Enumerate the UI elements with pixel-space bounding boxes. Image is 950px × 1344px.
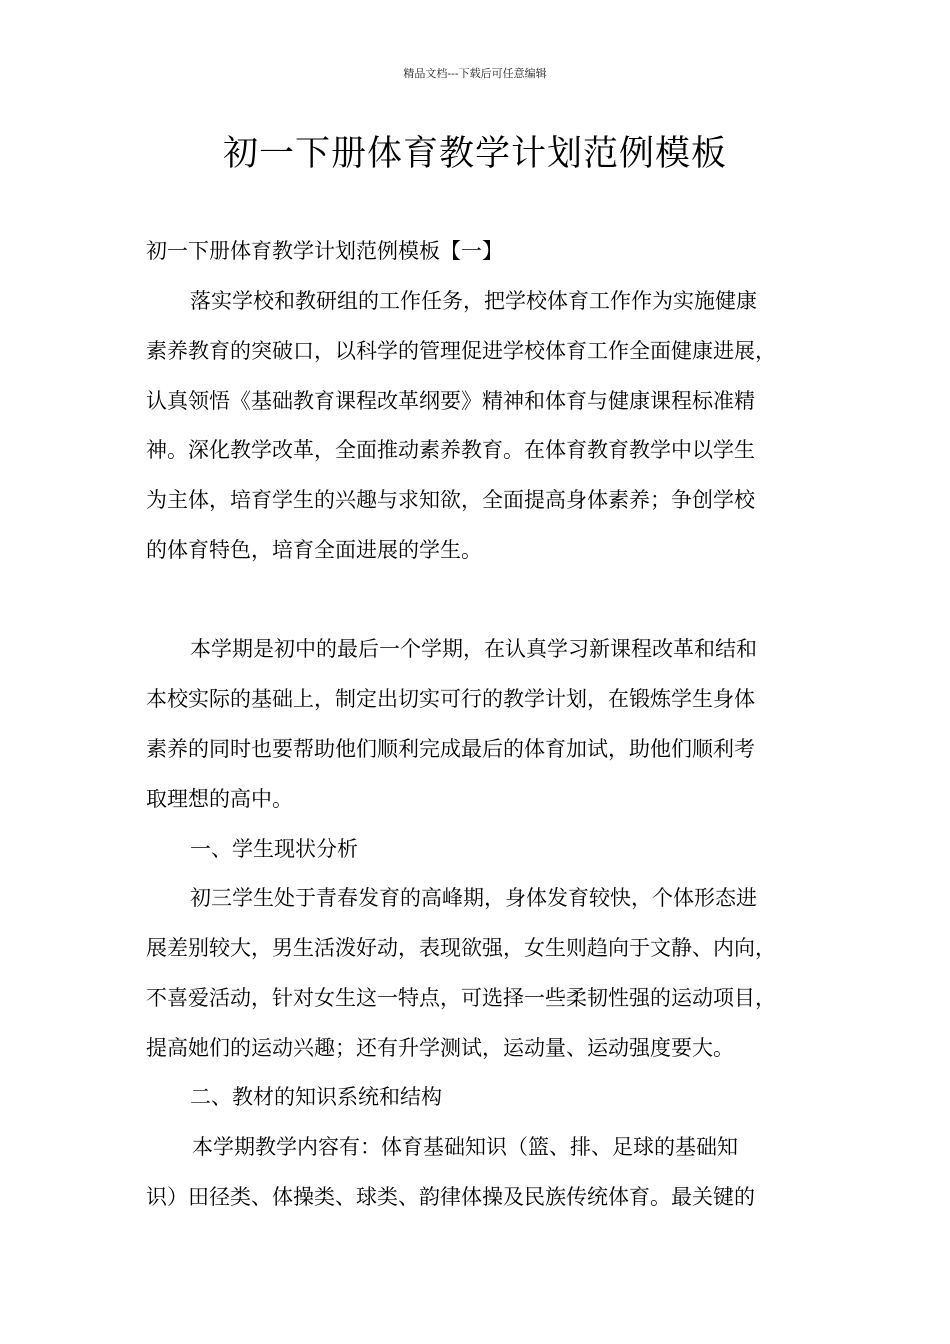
- section-heading: 二、教材的知识系统和结构: [190, 1085, 442, 1109]
- paragraph-line: 神。深化教学改革，全面推动素养教育。在体育教育教学中以学生: [146, 438, 755, 462]
- paragraph-line: 的体育特色，培育全面进展的学生。: [146, 538, 482, 562]
- paragraph-line: 素养教育的突破口，以科学的管理促进学校体育工作全面健康进展，: [146, 339, 776, 363]
- section-heading: 一、学生现状分析: [190, 837, 358, 861]
- paragraph-line: 不喜爱活动，针对女生这一特点，可选择一些柔韧性强的运动项目，: [146, 986, 776, 1010]
- paragraph-line: 展差别较大，男生活泼好动，表现欲强，女生则趋向于文静、内向，: [146, 936, 776, 960]
- paragraph-line: 为主体，培育学生的兴趣与求知欲，全面提高身体素养；争创学校: [146, 488, 755, 512]
- paragraph-line: 识）田径类、体操类、球类、韵律体操及民族传统体育。最关键的: [146, 1185, 755, 1209]
- paragraph-line: 认真领悟《基础教育课程改革纲要》精神和体育与健康课程标准精: [146, 389, 755, 413]
- paragraph-line: 本学期是初中的最后一个学期，在认真学习新课程改革和结和: [190, 637, 757, 661]
- paragraph-line: 初三学生处于青春发育的高峰期，身体发育较快，个体形态进: [190, 886, 757, 910]
- paragraph-line: 本校实际的基础上，制定出切实可行的教学计划，在锻炼学生身体: [146, 687, 755, 711]
- document-title: 初一下册体育教学计划范例模板: [222, 134, 727, 174]
- paragraph-line: 素养的同时也要帮助他们顺利完成最后的体育加试，助他们顺利考: [146, 737, 755, 761]
- subtitle-line: 初一下册体育教学计划范例模板【一】: [146, 239, 503, 263]
- paragraph-line: 取理想的高中。: [146, 787, 293, 811]
- paragraph-line: 本学期教学内容有：体育基础知识（篮、排、足球的基础知: [192, 1135, 738, 1159]
- paragraph-line: 落实学校和教研组的工作任务，把学校体育工作作为实施健康: [190, 289, 757, 313]
- paragraph-line: 提高她们的运动兴趣；还有升学测试，运动量、运动强度要大。: [146, 1036, 734, 1060]
- page-header: 精品文档---下载后可任意编辑: [403, 67, 547, 80]
